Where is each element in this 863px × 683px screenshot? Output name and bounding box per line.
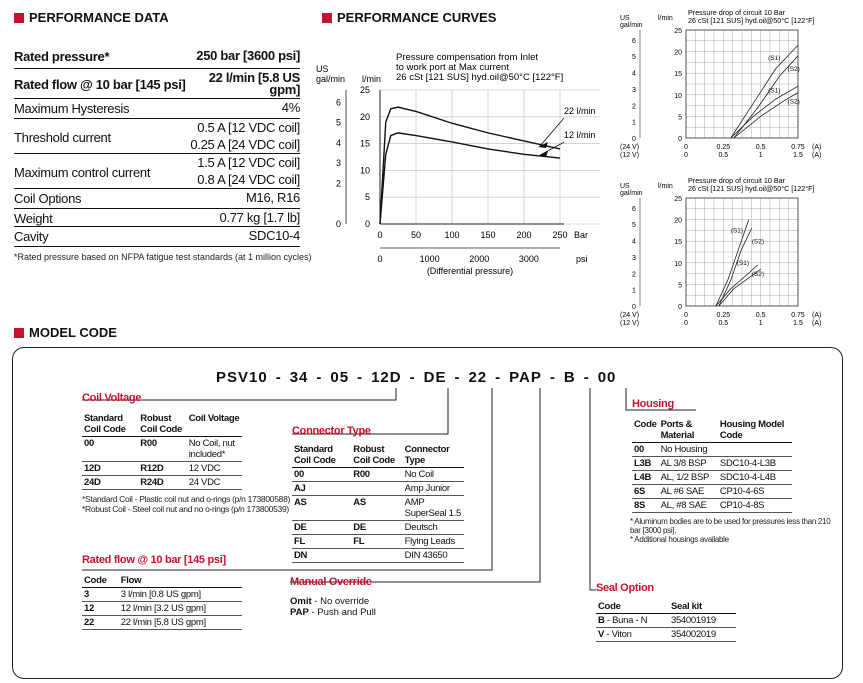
x-tick-label-2: 1: [758, 320, 763, 327]
x-tick-label: 50: [410, 230, 422, 240]
housing-section: [632, 398, 840, 544]
table-cell: Amp Junior: [403, 482, 464, 496]
seal-option-table: [596, 600, 736, 642]
table-cell: No Coil, nut included*: [187, 437, 242, 462]
y-gpm-tick-label: 0: [632, 304, 636, 311]
table-header-cell: Connector Type: [403, 443, 464, 468]
x-tick-label: 0.5: [755, 312, 766, 319]
model-code-separator: -: [409, 369, 416, 386]
rated-flow-section: [82, 554, 242, 630]
table-cell: 12: [82, 602, 119, 616]
housing-note-2: * Additional housings available: [630, 535, 729, 544]
table-cell: Flying Leads: [403, 535, 464, 549]
series-label: 22 l/min: [564, 106, 596, 117]
performance-data-label: Weight: [14, 211, 53, 226]
y-gpm-tick-label: 2: [632, 103, 636, 111]
table-cell: 354002019: [669, 628, 736, 642]
connector-type-table: [292, 443, 464, 563]
table-row: [82, 462, 242, 476]
y-gpm-tick-label: 5: [632, 54, 636, 62]
table-header-cell: Code: [82, 574, 119, 588]
performance-data-value: M16, R16: [246, 190, 300, 205]
table-header-cell: Coil Voltage: [187, 412, 242, 437]
y-tick-label: 10: [359, 165, 370, 176]
table-row: [632, 457, 792, 471]
manual-override-code: Omit: [290, 596, 312, 607]
table-cell: R12D: [138, 462, 186, 476]
table-cell: 6S: [632, 485, 659, 499]
model-code-part: 34: [289, 369, 309, 386]
table-cell: 3 l/min [0.8 US gpm]: [119, 588, 242, 602]
coil-voltage-section: [82, 392, 292, 514]
series-label: 12 l/min: [564, 130, 596, 141]
table-row: [82, 616, 242, 630]
x-unit: (A): [812, 144, 822, 151]
performance-data-label: Threshold current: [14, 130, 111, 145]
model-code-part: PAP: [509, 369, 542, 386]
x-tick-label: 0: [684, 312, 688, 319]
performance-data-label: Rated pressure*: [14, 49, 110, 64]
performance-data-value: 250 bar [3600 psi]: [196, 48, 300, 63]
chart-title-line: to work port at Max current: [396, 62, 509, 73]
x-tick-label-2: 0: [684, 152, 688, 159]
x-tick-label: 0: [684, 144, 688, 151]
performance-data-label: Rated flow @ 10 bar [145 psi]: [14, 77, 186, 92]
table-cell: 24D: [82, 476, 138, 490]
coil-voltage-note-2: *Robust Coil - Steel coil nut and no o-rings (p/n 173800539): [82, 504, 289, 514]
chart-title-line: Pressure compensation from Inlet: [396, 52, 539, 63]
y-tick-label: 5: [364, 192, 370, 203]
y-tick-label: 20: [359, 111, 370, 122]
table-row: [632, 471, 792, 485]
table-cell: DE: [351, 521, 402, 535]
table-cell: DE: [292, 521, 351, 535]
table-row: [596, 614, 736, 628]
chart-title-line: Pressure drop of circuit 10 Bar: [688, 176, 786, 185]
table-cell: FL: [351, 535, 402, 549]
seal-material: - Buna - N: [604, 615, 648, 626]
seal-option-section: [596, 582, 736, 642]
y-axis-label-lmin: l/min: [362, 74, 382, 84]
table-row: [632, 443, 792, 457]
manual-override-code: PAP: [290, 607, 309, 618]
table-cell: CP10-4-6S: [718, 485, 792, 499]
table-header-cell: Code: [632, 418, 659, 443]
table-cell: SDC10-4-L3B: [718, 457, 792, 471]
y-tick-label: 20: [674, 49, 682, 57]
table-row: [82, 588, 242, 602]
x-unit-2: (A): [812, 320, 822, 327]
table-row: [632, 485, 792, 499]
table-header-row: [292, 443, 464, 468]
performance-data-value: 22 l/min [5.8 US: [208, 70, 300, 85]
table-cell: AL #6 SAE: [659, 485, 718, 499]
table-cell: AL 3/8 BSP: [659, 457, 718, 471]
table-cell: AMP SuperSeal 1.5: [403, 496, 464, 521]
psi-tick-label: 1000: [419, 254, 440, 264]
manual-override-row: [290, 607, 376, 618]
manual-override-desc: - Push and Pull: [308, 607, 376, 618]
housing-note-1: * Aluminum bodies are to be used for pressures less than 210 bar [3000 psi].: [630, 517, 831, 535]
x-row-label-24v: (24 V): [620, 312, 640, 319]
table-cell: R00: [351, 468, 402, 482]
x-row-label-12v: (12 V): [620, 152, 640, 159]
table-cell: AS: [351, 496, 402, 521]
model-code-separator: -: [316, 369, 323, 386]
y-axis-label-gpm: US: [620, 183, 630, 190]
series-label: (S2): [751, 270, 764, 278]
table-header-row: [632, 418, 792, 443]
y-gpm-tick-label: 0: [632, 136, 636, 143]
connector-type-section: [292, 425, 464, 563]
y-tick-label: 10: [674, 260, 682, 268]
table-cell: R00: [138, 437, 186, 462]
table-cell: 3: [82, 588, 119, 602]
y-axis-label-gpm: US: [620, 15, 630, 22]
y-tick-label: 0: [678, 136, 682, 143]
performance-data-footnote: *Rated pressure based on NFPA fatigue test standards (at 1 million cycles): [14, 252, 312, 262]
table-row: [82, 602, 242, 616]
y-tick-label: 0: [364, 219, 370, 229]
model-code-separator: -: [495, 369, 502, 386]
table-header-cell: Ports & Material: [659, 418, 718, 443]
y-axis-label-lmin: l/min: [658, 15, 673, 22]
y-gpm-tick-label: 3: [336, 157, 342, 168]
performance-data-value-2: 0.8 A [24 VDC coil]: [197, 172, 300, 187]
manual-override-title: Manual Override: [290, 576, 372, 588]
table-cell: [596, 628, 669, 642]
y-gpm-tick-label: 6: [632, 205, 636, 213]
table-row: [292, 468, 464, 482]
y-gpm-tick-label: 2: [336, 178, 342, 189]
rated-flow-table: [82, 574, 242, 630]
y-tick-label: 25: [674, 28, 682, 35]
table-cell: 00: [632, 443, 659, 457]
table-cell: CP10-4-8S: [718, 499, 792, 513]
housing-table: [632, 418, 792, 513]
coil-voltage-title: Coil Voltage: [82, 392, 142, 404]
performance-data-value: 0.5 A [12 VDC coil]: [197, 120, 300, 135]
chart-title-line: Pressure drop of circuit 10 Bar: [688, 8, 786, 17]
table-header-cell: Standard Coil Code: [82, 412, 138, 437]
model-code-separator: -: [583, 369, 590, 386]
x-tick-label: 0.75: [791, 312, 805, 319]
table-header-cell: Standard Coil Code: [292, 443, 351, 468]
psi-tick-label: 0: [377, 254, 383, 264]
y-tick-label: 20: [674, 217, 682, 225]
x-row-label-24v: (24 V): [620, 144, 640, 151]
x-tick-label-2: 0: [684, 320, 688, 327]
table-cell: Deutsch: [403, 521, 464, 535]
chart-title-line: 26 cSt [121 SUS] hyd.oil@50°C [122°F]: [396, 72, 564, 83]
series-label: (S2): [751, 238, 764, 246]
table-header-cell: Flow: [119, 574, 242, 588]
y-gpm-tick-label: 0: [336, 219, 342, 229]
x-tick-label-2: 1: [758, 152, 763, 159]
table-cell: AL, 1/2 BSP: [659, 471, 718, 485]
y-axis-label-gpm: US: [316, 64, 329, 74]
x-row-label-12v: (12 V): [620, 320, 640, 327]
y-gpm-tick-label: 5: [632, 222, 636, 230]
y-tick-label: 15: [359, 138, 370, 149]
series-label: (S1): [768, 87, 781, 95]
table-row: [632, 499, 792, 513]
performance-data-value: 0.77 kg [1.7 lb]: [219, 210, 300, 225]
table-cell: L3B: [632, 457, 659, 471]
x-tick-label: 100: [444, 230, 460, 240]
performance-curves-title: PERFORMANCE CURVES: [322, 10, 496, 25]
table-cell: 22: [82, 616, 119, 630]
y-gpm-tick-label: 1: [632, 287, 636, 295]
x-tick-label: 0.25: [716, 312, 731, 319]
x-tick-label-2: 0.5: [718, 152, 729, 159]
model-code-separator: -: [275, 369, 282, 386]
y-axis-label-gpm-2: gal/min: [316, 74, 346, 84]
x-tick-label: 250: [552, 230, 568, 240]
y-gpm-tick-label: 6: [632, 37, 636, 45]
performance-data-label: Coil Options: [14, 191, 82, 206]
series-label: (S2): [787, 66, 800, 74]
x-unit: (A): [812, 312, 822, 319]
model-code-part: 22: [468, 369, 488, 386]
performance-data-title: PERFORMANCE DATA: [14, 10, 169, 25]
table-cell: L4B: [632, 471, 659, 485]
manual-override-row: [290, 596, 376, 607]
table-cell: 00: [292, 468, 351, 482]
chart-title-line: 26 cSt [121 SUS] hyd.oil@50°C [122°F]: [688, 16, 815, 25]
table-row: [82, 437, 242, 462]
series-label: (S1): [736, 259, 750, 267]
x-tick-label-2: 0.5: [718, 320, 729, 327]
x-axis-label: Bar: [574, 230, 589, 240]
manual-override-desc: - No override: [311, 596, 370, 607]
table-row: [82, 476, 242, 490]
model-code-part: 05: [330, 369, 350, 386]
table-cell: 12 l/min [3.2 US gpm]: [119, 602, 242, 616]
model-code-part: 12D: [371, 369, 402, 386]
performance-data-value: 4%: [281, 100, 300, 115]
y-tick-label: 5: [678, 282, 682, 290]
table-cell: AL, #8 SAE: [659, 499, 718, 513]
table-cell: FL: [292, 535, 351, 549]
table-header-cell: Code: [596, 600, 669, 614]
y-tick-label: 0: [678, 304, 682, 311]
table-cell: AJ: [292, 482, 351, 496]
series-label: (S1): [730, 227, 744, 235]
seal-code: V: [598, 629, 605, 640]
performance-data-value-2: 0.25 A [24 VDC coil]: [190, 137, 300, 152]
table-header-row: [82, 412, 242, 437]
x-tick-label: 0.5: [755, 144, 766, 151]
table-row: [596, 628, 736, 642]
y-axis-label-gpm-2: gal/min: [620, 190, 643, 197]
performance-data-label: Maximum Hysteresis: [14, 101, 130, 116]
table-cell: DIN 43650: [403, 549, 464, 563]
model-code-part: DE: [423, 369, 447, 386]
connector-type-title: Connector Type: [292, 425, 371, 437]
y-axis-label-gpm-2: gal/min: [620, 22, 643, 29]
table-cell: DN: [292, 549, 351, 563]
x-tick-label: 200: [516, 230, 532, 240]
x-unit-2: (A): [812, 152, 822, 159]
model-code-title: MODEL CODE: [14, 325, 117, 340]
x-tick-label: 150: [480, 230, 496, 240]
table-cell: AS: [292, 496, 351, 521]
seal-code: B: [598, 615, 605, 626]
performance-data-value: 1.5 A [12 VDC coil]: [197, 155, 300, 170]
psi-tick-label: 3000: [518, 254, 539, 264]
seal-option-title: Seal Option: [596, 582, 654, 594]
table-header-cell: Robust Coil Code: [138, 412, 186, 437]
y-tick-label: 15: [674, 239, 682, 247]
x-tick-label: 0.25: [716, 144, 731, 151]
table-header-cell: Seal kit: [669, 600, 736, 614]
model-code-part: B: [563, 369, 576, 386]
table-row: [292, 482, 464, 496]
table-header-cell: Housing Model Code: [718, 418, 792, 443]
y-gpm-tick-label: 5: [336, 117, 342, 128]
y-tick-label: 25: [674, 196, 682, 203]
x-axis-caption: (Differential pressure): [426, 266, 514, 276]
performance-data-value-2: gpm]: [269, 82, 300, 97]
table-cell: R24D: [138, 476, 186, 490]
table-cell: 24 VDC: [187, 476, 242, 490]
model-code-part: 00: [597, 369, 617, 386]
table-header-cell: Robust Coil Code: [351, 443, 402, 468]
model-code-separator: -: [549, 369, 556, 386]
x2-axis-label: psi: [576, 254, 588, 264]
table-cell: 12D: [82, 462, 138, 476]
table-row: [292, 496, 464, 521]
leader-seal: [590, 388, 596, 590]
table-cell: No Housing: [659, 443, 718, 457]
table-cell: [718, 443, 792, 457]
y-gpm-tick-label: 4: [632, 238, 636, 246]
table-header-row: [596, 600, 736, 614]
y-gpm-tick-label: 3: [632, 86, 636, 94]
y-tick-label: 5: [678, 114, 682, 122]
table-cell: 22 l/min [5.8 US gpm]: [119, 616, 242, 630]
model-code-separator: -: [454, 369, 461, 386]
table-row: [292, 521, 464, 535]
coil-voltage-table: [82, 412, 242, 490]
x-tick-label: 0.75: [791, 144, 805, 151]
table-cell: 354001919: [669, 614, 736, 628]
performance-data-value: SDC10-4: [248, 228, 300, 243]
seal-material: - Viton: [604, 629, 632, 640]
table-cell: [351, 482, 402, 496]
series-label: (S1): [768, 55, 781, 63]
y-gpm-tick-label: 1: [632, 119, 636, 127]
y-tick-label: 25: [359, 85, 370, 95]
table-cell: SDC10-4-L4B: [718, 471, 792, 485]
rated-flow-title: Rated flow @ 10 bar [145 psi]: [82, 554, 226, 566]
chart-title-line: 26 cSt [121 SUS] hyd.oil@50°C [122°F]: [688, 184, 815, 193]
y-gpm-tick-label: 4: [336, 138, 342, 149]
x-tick-label-2: 1.5: [793, 152, 803, 159]
y-gpm-tick-label: 4: [632, 70, 636, 78]
table-row: [292, 535, 464, 549]
table-row: [292, 549, 464, 563]
performance-data-label: Maximum control current: [14, 165, 151, 180]
series-label: (S2): [787, 98, 800, 106]
table-header-row: [82, 574, 242, 588]
y-gpm-tick-label: 3: [632, 254, 636, 262]
table-cell: 00: [82, 437, 138, 462]
y-gpm-tick-label: 2: [632, 271, 636, 279]
x-tick-label-2: 1.5: [793, 320, 803, 327]
table-cell: No Coil: [403, 468, 464, 482]
performance-data-label: Cavity: [14, 229, 49, 244]
table-cell: 8S: [632, 499, 659, 513]
y-axis-label-lmin: l/min: [658, 183, 673, 190]
table-cell: [351, 549, 402, 563]
table-cell: [596, 614, 669, 628]
model-code-separator: -: [357, 369, 364, 386]
table-cell: 12 VDC: [187, 462, 242, 476]
y-gpm-tick-label: 6: [336, 97, 342, 108]
y-tick-label: 10: [674, 92, 682, 100]
housing-title: Housing: [632, 398, 674, 410]
coil-voltage-note-1: *Standard Coil - Plastic coil nut and o-rings (p/n 173800588): [82, 494, 291, 504]
psi-tick-label: 2000: [469, 254, 490, 264]
model-code-part: PSV10: [216, 369, 268, 386]
x-tick-label: 0: [377, 230, 383, 240]
y-tick-label: 15: [674, 71, 682, 79]
manual-override-section: [290, 576, 376, 618]
